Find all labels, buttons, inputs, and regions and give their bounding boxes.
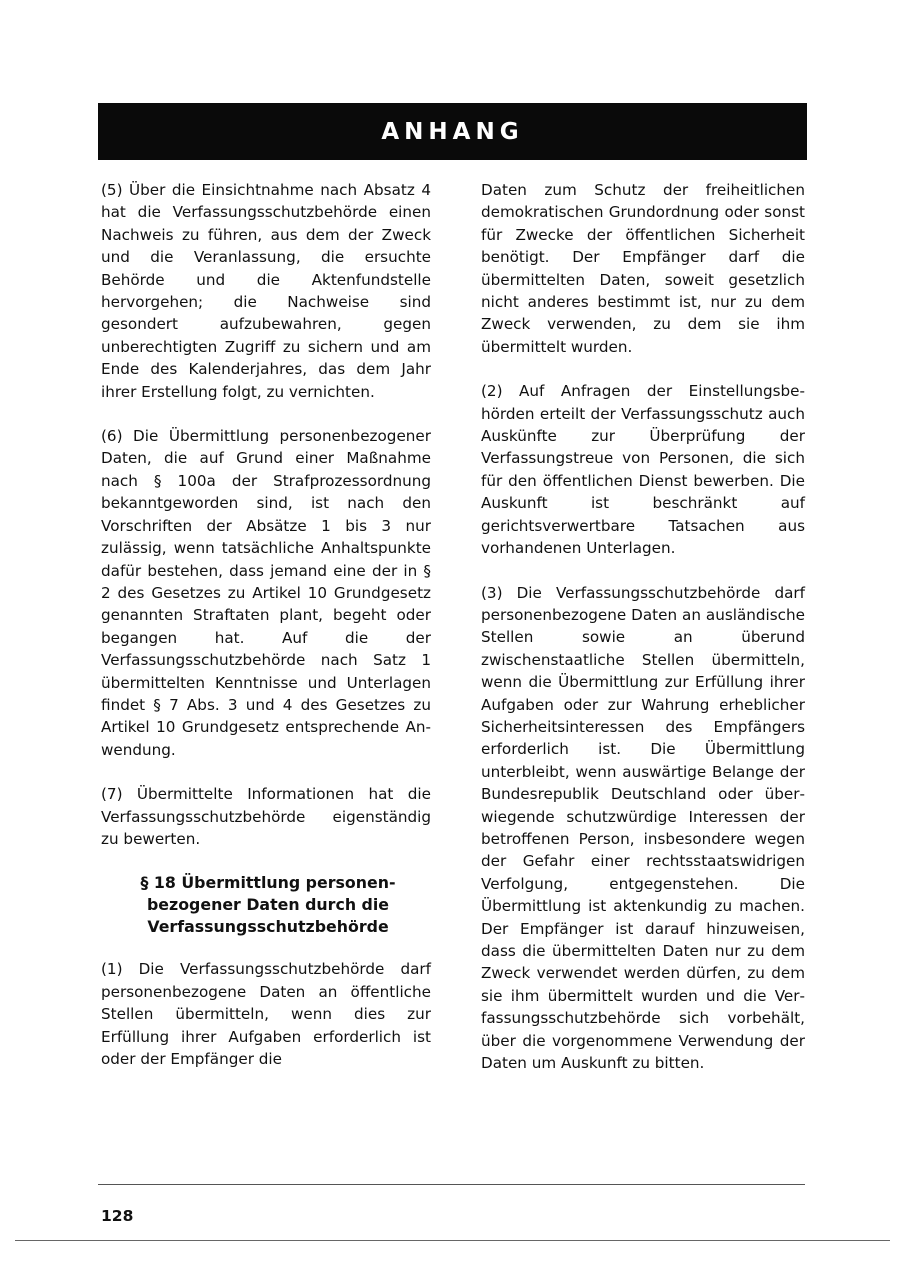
- header-banner: [98, 103, 807, 160]
- paragraph-18-3: (3) Die Verfassungsschutzbehörde darf personenbezogene Daten an ausländische Stellen sowie an überund zwischenstaatliche Stellen übermitteln, wenn die Übermittlung zur Erfüllung ihrer Aufgaben oder zur Wahrung erheblicher Sicherheitsinteressen des Empfängers erforderlich ist. Die Übermittlung unterbleibt, wenn auswärtige Belange der Bundesrepublik Deutschland oder überwiegende schutzwürdige Interessen der betroffenen Person, insbesondere wegen der Gefahr einer rechtsstaatswidrigen Verfolgung, entgegenstehen. Die Übermittlung ist aktenkundig zu machen. Der Empfänger ist darauf hinzuweisen, dass die übermittelten Daten nur zu dem Zweck verwendet werden dürfen, zu dem sie ihm übermittelt wurden und die Verfassungsschutzbehörde sich vorbehält, über die vorgenommene Verwendung der Daten um Auskunft zu bitten.: [481, 583, 805, 1073]
- page-number: 128: [101, 1207, 134, 1225]
- right-column: [481, 179, 805, 1096]
- left-column: [101, 179, 431, 1092]
- paragraph-5: (5) Über die Einsichtnahme nach Absatz 4 hat die Verfassungsschutzbehörde einen Nachweis zu führen, aus dem der Zweck und die Veranlassung, die ersuchte Behörde und die Aktenfundstelle hervorgehen; die Nachweise sind gesondert aufzubewahren, gegen unberechtigten Zugriff zu sichern und am Ende des Kalenderjahres, das dem Jahr ihrer Erstellung folgt, zu vernichten.: [101, 181, 431, 401]
- footer-divider: [98, 1184, 805, 1185]
- header-title: ANHANG: [381, 118, 524, 145]
- paragraph-18-2: (2) Auf Anfragen der Einstellungsbehörden erteilt der Verfassungsschutz auch Auskünfte zur Überprüfung der Verfassungstreue von Personen, die sich für den öffentlichen Dienst bewerben. Die Auskunft ist beschränkt auf gerichtsverwertbare Tatsachen aus vorhandenen Unterlagen.: [481, 382, 805, 558]
- bottom-edge-line: [15, 1240, 890, 1241]
- paragraph-6: (6) Die Übermittlung personenbezogener Daten, die auf Grund einer Maßnahme nach § 100a der Strafprozessordnung bekanntgeworden sind, ist nach den Vorschriften der Absätze 1 bis 3 nur zulässig, wenn tatsächliche Anhaltspunkte dafür bestehen, dass jemand eine der in § 2 des Gesetzes zu Artikel 10 Grundgesetz genannten Straftaten plant, begeht oder begangen hat. Auf die der Verfassungsschutzbehörde nach Satz 1 übermittelten Kenntnisse und Unterlagen findet § 7 Abs. 3 und 4 des Gesetzes zu Artikel 10 Grundgesetz entsprechende Anwendung.: [101, 427, 431, 759]
- paragraph-7: (7) Übermittelte Informationen hat die Verfassungsschutzbehörde eigenständig zu bewerten.: [101, 785, 431, 848]
- paragraph-18-1: (1) Die Verfassungsschutzbehörde darf personenbezogene Daten an öffentliche Stellen übermitteln, wenn dies zur Erfüllung ihrer Aufgaben erforderlich ist oder der Empfänger die: [101, 960, 431, 1068]
- section-heading-18: § 18 Übermittlung personenbezogener Daten durch die Verfassungsschutzbehörde: [140, 873, 396, 937]
- paragraph-18-1-continued: Daten zum Schutz der freiheitlichen demokratischen Grundordnung oder sonst für Zwecke der öffentlichen Sicherheit benötigt. Der Empfänger darf die übermittelten Daten, soweit gesetzlich nicht anderes bestimmt ist, nur zu dem Zweck verwenden, zu dem sie ihm übermittelt wurden.: [481, 181, 805, 356]
